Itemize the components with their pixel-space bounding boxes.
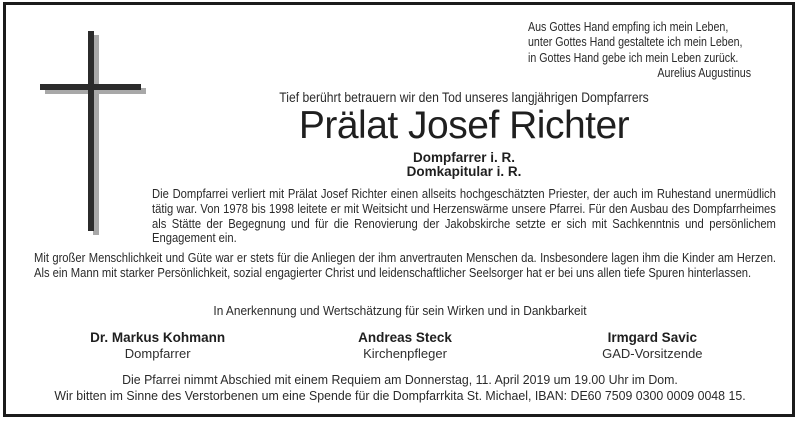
opening-quote (528, 19, 751, 81)
signatory-role: GAD-Vorsitzende (602, 346, 703, 361)
funeral-details (20, 372, 780, 403)
signatory-3 (529, 330, 776, 361)
quote-line-1: Aus Gottes Hand empfing ich mein Leben, (528, 19, 729, 34)
signatory-name: Andreas Steck (358, 330, 452, 345)
signatory-name: Irmgard Savic (607, 330, 697, 345)
title-domkapitular: Domkapitular i. R. (406, 164, 522, 179)
tribute-paragraph-2: Mit großer Menschlichkeit und Güte war er stets für die Anliegen der ihm anvertrauten Menschen da. Insbesondere lagen ihm die Kinder am Herzen. Als ein Mann mit starker Persönlichkeit, sozial engagierter Christ und leidenschaftlicher Seelsorger hat er bei uns allen tiefe Spuren hinterlassen. (34, 250, 777, 280)
quote-line-2: unter Gottes Hand gestaltete ich mein Leben, (528, 34, 743, 50)
signatory-name: Dr. Markus Kohmann (90, 330, 226, 345)
signatory-2 (281, 330, 528, 361)
deceased-name: Prälat Josef Richter (298, 104, 630, 147)
intro-line: Tief berührt betrauern wir den Tod unseres langjährigen Dompfarrers (279, 90, 649, 105)
deceased-titles (152, 151, 776, 179)
tribute-paragraph-1: Die Dompfarrei verliert mit Prälat Josef Richter einen allseits hochgeschätzten Priester, der auch im Ruhestand unermüdlich tätig war. Von 1978 bis 1998 leitete er mit Weitsicht und Herzenswärme unsere Pfarrei. Für den Ausbau des Dompfarrheimes als Stätte der Begegnung und für die Renovierung der Jakobskirche setzte er sich mit Sachkenntnis und persönlichem Engagement ein. (152, 186, 776, 246)
signatory-role: Kirchenpfleger (363, 346, 447, 361)
donation-line: Wir bitten im Sinne des Verstorbenen um eine Spende für die Dompfarrkita St. Michael, IBAN: DE60 7509 0300 0009 0048 15. (54, 387, 746, 403)
cross-bar-horizontal (40, 84, 141, 90)
signatory-role: Dompfarrer (124, 346, 191, 361)
quote-attribution: Aurelius Augustinus (657, 65, 752, 81)
title-dompfarrer: Dompfarrer i. R. (412, 150, 516, 165)
signatories-row (34, 330, 776, 361)
cross-bar-vertical (88, 31, 94, 231)
quote-line-3: in Gottes Hand gebe ich mein Leben zurück. (528, 49, 739, 65)
acknowledgement-line: In Anerkennung und Wertschätzung für sein Wirken und in Dankbarkeit (213, 303, 587, 318)
requiem-line: Die Pfarrei nimmt Abschied mit einem Requiem am Donnerstag, 11. April 2019 um 19.00 Uhr im Dom. (122, 372, 678, 387)
signatory-1 (34, 330, 281, 361)
